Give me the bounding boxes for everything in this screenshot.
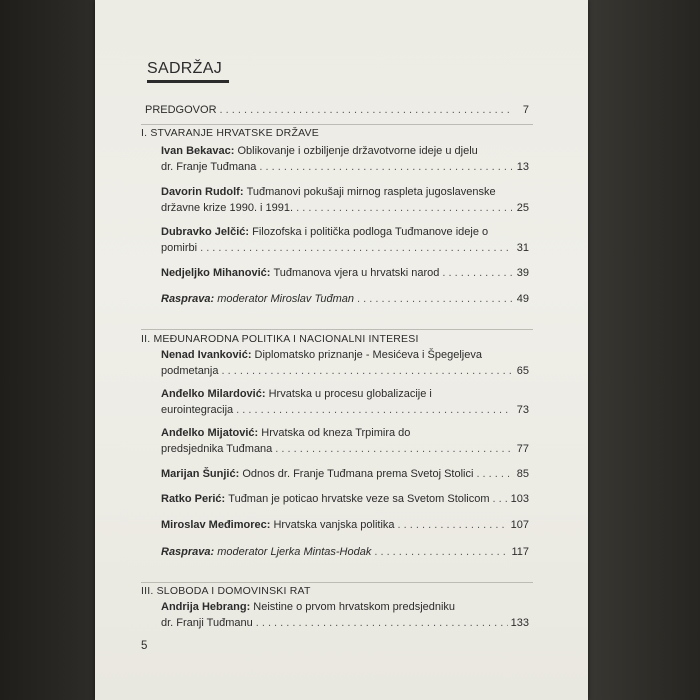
toc-entry[interactable]: [161, 348, 529, 379]
dot-leader: [259, 160, 512, 176]
section-title: I. STVARANJE HRVATSKE DRŽAVE: [141, 127, 319, 139]
section-title: II. MEĐUNARODNA POLITIKA I NACIONALNI INTERESI: [141, 333, 419, 345]
dot-leader: [220, 103, 512, 119]
entry-author: Ratko Perić:: [161, 493, 226, 505]
toc-entry[interactable]: [161, 467, 529, 483]
entry-author: Rasprava:: [161, 293, 215, 305]
section-divider: [141, 582, 533, 583]
toc-entry[interactable]: [161, 225, 529, 256]
entry-author: Davorin Rudolf:: [161, 186, 244, 198]
entry-page: 77: [516, 442, 529, 455]
entry-page: 13: [516, 160, 529, 173]
entry-title-cont: podmetanja: [161, 364, 219, 377]
dot-leader: [493, 492, 508, 508]
entry-page: 7: [522, 104, 529, 116]
dot-leader: [374, 545, 508, 561]
entry-author: Nenad Ivanković:: [161, 349, 252, 361]
page-title: SADRŽAJ: [147, 60, 222, 77]
toc-entry-preface[interactable]: [145, 103, 529, 119]
toc-entry[interactable]: [161, 144, 529, 175]
toc-entry[interactable]: [161, 518, 529, 534]
entry-page: 133: [510, 616, 529, 629]
entry-author: Dubravko Jelčić:: [161, 226, 250, 238]
entry-title: Tuđmanova vjera u hrvatski narod: [273, 267, 440, 279]
entry-author: Miroslav Međimorec:: [161, 519, 271, 531]
entry-page: 31: [516, 241, 529, 254]
entry-author: Rasprava:: [161, 546, 215, 558]
entry-title-cont: državne krize 1990. i 1991.: [161, 201, 294, 214]
entry-title: Hrvatska vanjska politika: [273, 519, 395, 531]
entry-page: 107: [510, 519, 529, 531]
entry-title-cont: dr. Franji Tuđmanu: [161, 616, 253, 629]
entry-title: Filozofska i politička podloga Tuđmanove ideje o: [252, 226, 489, 238]
entry-title: Tuđmanovi pokušaji mirnog raspleta jugoslavenske: [246, 186, 496, 198]
dot-leader: [236, 403, 512, 419]
entry-title-cont: eurointegracija: [161, 403, 234, 416]
dot-leader: [200, 241, 512, 257]
dot-leader: [296, 201, 512, 217]
toc-entry[interactable]: [161, 266, 529, 282]
dot-leader: [398, 518, 508, 534]
entry-author: Marijan Šunjić:: [161, 468, 240, 480]
entry-title-cont: predsjednika Tuđmana: [161, 442, 273, 455]
dot-leader: [275, 442, 512, 458]
toc-entry[interactable]: [161, 600, 529, 631]
entry-title: Oblikovanje i ozbiljenje državotvorne ideje u djelu: [237, 145, 478, 157]
entry-author: Andrija Hebrang:: [161, 601, 251, 613]
entry-title: Neistine o prvom hrvatskom predsjedniku: [253, 601, 456, 613]
dot-leader: [222, 364, 513, 380]
entry-title-cont: dr. Franje Tuđmana: [161, 160, 257, 173]
entry-page: 117: [511, 546, 529, 558]
background-left: [0, 0, 95, 700]
entry-page: 25: [516, 201, 529, 214]
entry-page: 103: [510, 493, 529, 505]
dot-leader: [442, 266, 512, 282]
page-number: 5: [141, 640, 148, 652]
entry-author: Anđelko Milardović:: [161, 388, 266, 400]
toc-entry[interactable]: [161, 185, 529, 216]
book-page: [95, 0, 588, 700]
toc-entry[interactable]: [161, 492, 529, 508]
entry-page: 49: [516, 293, 529, 305]
entry-title: moderator Miroslav Tuđman: [217, 293, 354, 305]
entry-title: Hrvatska u procesu globalizacije i: [268, 388, 432, 400]
entry-page: 65: [516, 364, 529, 377]
dot-leader: [357, 292, 512, 308]
entry-title: Tuđman je poticao hrvatske veze sa Svetom Stolicom: [228, 493, 490, 505]
entry-title: PREDGOVOR: [145, 104, 217, 116]
background-right: [580, 0, 700, 700]
toc-entry[interactable]: [161, 426, 529, 457]
entry-title: Odnos dr. Franje Tuđmana prema Svetoj Stolici: [242, 468, 474, 480]
entry-author: Nedjeljko Mihanović:: [161, 267, 271, 279]
entry-title: Hrvatska od kneza Trpimira do: [261, 427, 411, 439]
dot-leader: [256, 616, 508, 632]
title-underline: [147, 80, 229, 83]
toc-entry[interactable]: [161, 387, 529, 418]
entry-page: 85: [516, 468, 529, 480]
section-title: III. SLOBODA I DOMOVINSKI RAT: [141, 585, 311, 597]
toc-entry-discussion[interactable]: [161, 545, 529, 561]
toc-entry-discussion[interactable]: [161, 292, 529, 308]
entry-author: Ivan Bekavac:: [161, 145, 235, 157]
entry-author: Anđelko Mijatović:: [161, 427, 259, 439]
entry-title: Diplomatsko priznanje - Mesićeva i Špegeljeva: [254, 349, 482, 361]
dot-leader: [476, 467, 512, 483]
section-divider: [141, 124, 533, 125]
entry-title-cont: pomirbi: [161, 241, 198, 254]
entry-page: 39: [516, 267, 529, 279]
section-divider: [141, 329, 533, 330]
entry-page: 73: [516, 403, 529, 416]
entry-title: moderator Ljerka Mintas-Hodak: [217, 546, 372, 558]
